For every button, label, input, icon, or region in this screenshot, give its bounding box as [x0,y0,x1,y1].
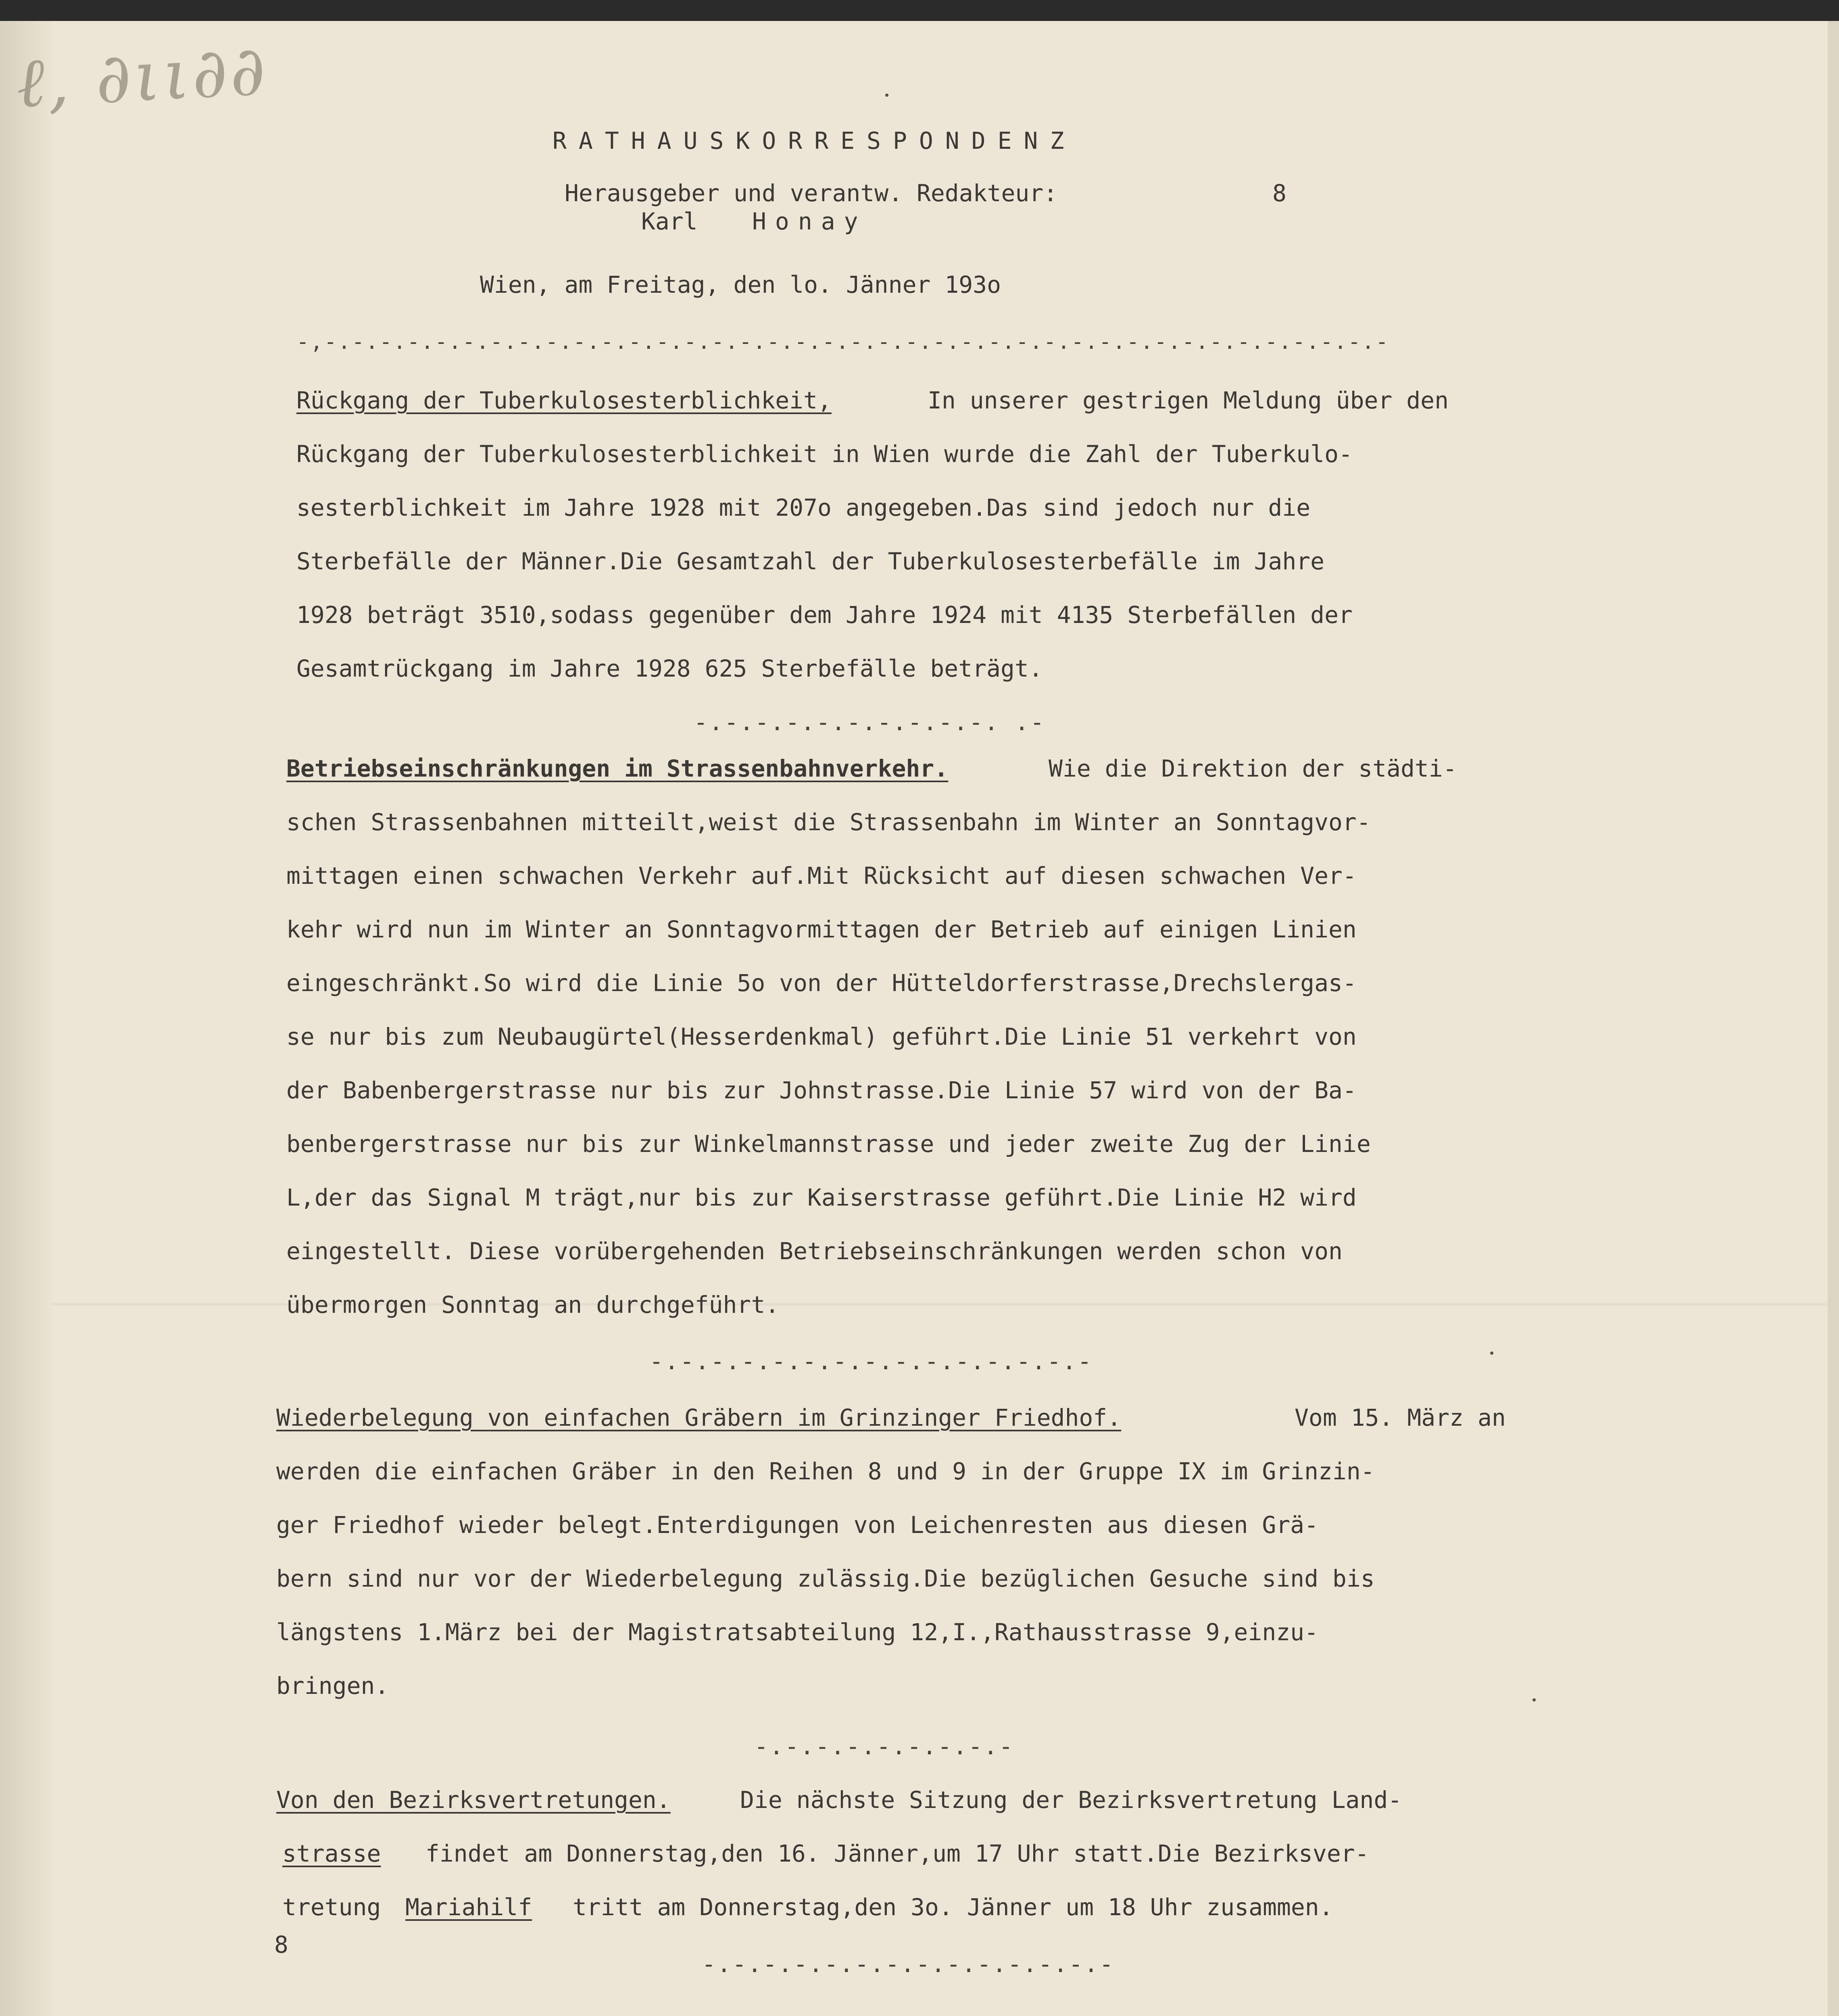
district-name-landstrasse: strasse [282,1840,381,1867]
article-1-line: Sterbefälle der Männer.Die Gesamtzahl der Tuberkulosesterbefälle im Jahre [296,548,1325,575]
article-3-line: ger Friedhof wieder belegt.Enterdigungen von Leichenresten aus diesen Grä- [276,1511,1319,1539]
article-4-line: Die nächste Sitzung der Bezirksvertretung Land- [740,1786,1402,1814]
ink-speck [1490,1352,1493,1355]
article-2-line: eingeschränkt.So wird die Linie 5o von der Hütteldorferstrasse,Drechslergas- [286,969,1357,997]
article-3-line: bern sind nur vor der Wiederbelegung zulässig.Die bezüglichen Gesuche sind bis [276,1565,1375,1592]
ink-speck [885,94,888,97]
article-3-line: längstens 1.März bei der Magistratsabteilung 12,I.,Rathausstrasse 9,einzu- [276,1618,1319,1646]
article-1-line: Rückgang der Tuberkulosesterblichkeit in Wien wurde die Zahl der Tuberkulo- [296,440,1353,468]
publisher-label: Herausgeber und verantw. Redakteur: [565,179,1058,207]
article-3-line: werden die einfachen Gräber in den Reihen 8 und 9 in der Gruppe IX im Grinzin- [276,1458,1375,1485]
document-page [0,21,1839,2016]
article-2-separator: -.-.-.-.-.-.-.-.-.-.-.-.-.-.- [649,1347,1093,1375]
footer-page-number: 8 [274,1931,288,1958]
article-1-line: 1928 beträgt 3510,sodass gegenüber dem Jahre 1924 mit 4135 Sterbefällen der [296,601,1353,629]
handwritten-note: ℓ, ∂ιι∂∂ [14,30,270,124]
district-name-mariahilf: Mariahilf [405,1893,532,1921]
article-2-line: eingestellt. Diese vorübergehenden Betriebseinschränkungen werden schon von [286,1237,1343,1265]
dateline: Wien, am Freitag, den lo. Jänner 193o [480,271,1001,298]
article-1-line: Gesamtrückgang im Jahre 1928 625 Sterbefälle beträgt. [296,655,1043,682]
article-4-line: tretung [282,1893,381,1921]
article-1-line: In unserer gestrigen Meldung über den [928,387,1449,414]
binding-edge [0,21,52,2016]
editor-first-name: Karl [641,208,698,235]
article-2-line: der Babenbergerstrasse nur bis zur Johnstrasse.Die Linie 57 wird von der Ba- [286,1077,1357,1104]
page-right-edge [1828,21,1839,2016]
article-2-title: Betriebseinschränkungen im Strassenbahnverkehr. [286,755,949,782]
article-4-separator: -.-.-.-.-.-.-.-.-.-.-.-.-.- [702,1950,1115,1978]
article-3-title: Wiederbelegung von einfachen Gräbern im Grinzinger Friedhof. [276,1404,1122,1431]
article-4-line: findet am Donnerstag,den 16. Jänner,um 17 Uhr statt.Die Bezirksver- [425,1840,1369,1867]
editor-last-name: Honay [752,208,867,235]
article-2-line: mittagen einen schwachen Verkehr auf.Mit Rücksicht auf diesen schwachen Ver- [286,862,1357,889]
article-2-line: kehr wird nun im Winter an Sonntagvormittagen der Betrieb auf einigen Linien [286,916,1357,943]
article-4-line: tritt am Donnerstag,den 3o. Jänner um 18 Uhr zusammen. [573,1893,1333,1921]
article-2-line: übermorgen Sonntag an durchgeführt. [286,1291,780,1318]
ink-speck [1532,1698,1536,1702]
article-1-separator: -.-.-.-.-.-.-.-.-.-. .- [694,708,1046,736]
article-2-line: benbergerstrasse nur bis zur Winkelmannstrasse und jeder zweite Zug der Linie [286,1130,1371,1158]
header-separator: -,-.-.-.-.-.-.-.-.-.-.-.-.-.-.-.-.-.-.-.-.-.-.-.-.-.-.-.-.-.-.-.-.-.-.-.-.-.-.- [296,330,1390,354]
masthead: RATHAUSKORRESPONDENZ [553,127,1076,154]
article-3-line: bringen. [276,1672,389,1699]
article-3-line: Vom 15. März an [1295,1404,1506,1431]
article-1-line: sesterblichkeit im Jahre 1928 mit 207o angegeben.Das sind jedoch nur die [296,494,1311,521]
header-page-number: 8 [1272,179,1286,207]
article-3-separator: -.-.-.-.-.-.-.-.- [754,1733,1014,1760]
article-2-line: schen Strassenbahnen mitteilt,weist die Strassenbahn im Winter an Sonntagvor- [286,808,1371,836]
article-4-title: Von den Bezirksvertretungen. [276,1786,671,1814]
article-1-title: Rückgang der Tuberkulosesterblichkeit, [296,387,832,414]
article-2-line: se nur bis zum Neubaugürtel(Hesserdenkmal) geführt.Die Linie 51 verkehrt von [286,1023,1357,1050]
article-2-line: Wie die Direktion der städti- [1049,755,1457,782]
article-2-line: L,der das Signal M trägt,nur bis zur Kaiserstrasse geführt.Die Linie H2 wird [286,1184,1357,1211]
